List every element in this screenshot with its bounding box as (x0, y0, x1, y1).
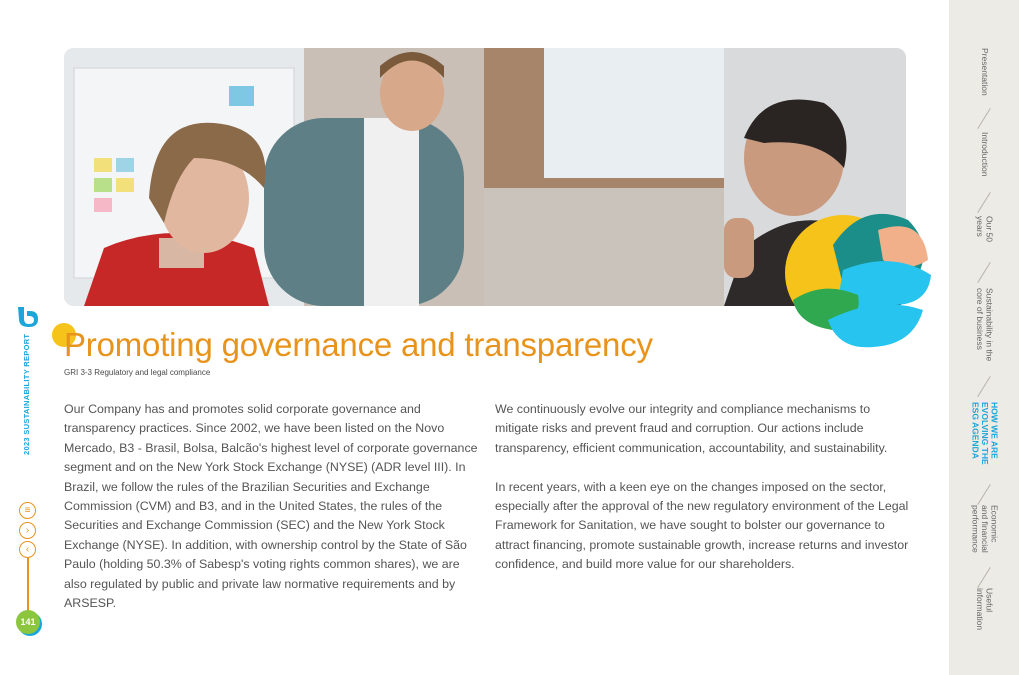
hero-photo (64, 48, 906, 306)
chevron-right-icon[interactable]: › (19, 522, 36, 539)
nav-item-introduction[interactable] (949, 132, 1019, 176)
gri-reference: GRI 3-3 Regulatory and legal compliance (64, 368, 211, 377)
nav-item-label: Economic and financial performance (970, 505, 1000, 553)
body-left-column (64, 400, 484, 633)
chevron-left-icon[interactable]: ‹ (19, 541, 36, 558)
page-number: 141 (16, 610, 40, 634)
report-label: 2023 SUSTAINABILITY REPORT (22, 333, 31, 455)
nav-divider (977, 484, 991, 505)
nav-item-economic-performance[interactable] (949, 505, 1019, 553)
nav-item-label: Our 50 years (975, 216, 995, 242)
page-title: Promoting governance and transparency (64, 326, 653, 363)
menu-icon[interactable]: ≡ (19, 502, 36, 519)
paragraph: In recent years, with a keen eye on the changes imposed on the sector, especially after the approval of the new regulatory environment of the Legal Framework for Sanitation, we have sought to bolster our governance to attract financing, promote sustainable growth, increase returns and investor confidence, and build more value for our shareholders. (495, 479, 909, 572)
nav-item-useful-information[interactable] (949, 588, 1019, 630)
nav-divider (977, 192, 991, 213)
nav-item-presentation[interactable] (949, 48, 1019, 96)
nav-item-our-50-years[interactable] (949, 216, 1019, 242)
nav-item-esg-agenda[interactable] (949, 402, 1019, 465)
nav-item-label: Introduction (979, 132, 990, 177)
nav-divider (977, 108, 991, 129)
rail-divider (27, 558, 29, 613)
nav-divider (977, 567, 991, 588)
nav-item-label: HOW WE ARE EVOLVING THE ESG AGENDA (970, 402, 1000, 465)
nav-divider (977, 262, 991, 283)
section-nav (949, 0, 1019, 675)
decorative-blob (783, 205, 933, 355)
nav-item-label: Sustainability in the core of business (975, 288, 995, 362)
body-right-column (495, 400, 913, 594)
paragraph: We continuously evolve our integrity and compliance mechanisms to mitigate risks and prevent fraud and corruption. Our actions include transparency, efficient communication, accountability, and sustainability. (495, 402, 888, 455)
paragraph: Our Company has and promotes solid corporate governance and transparency practices. Since 2002, we have been listed on the Novo Mercado, B3 - Brasil, Bolsa, Balcão's highest level of corporate governance segment and on the New York Stock Exchange (NYSE) (ADR level III). In Brazil, we follow the rules of the Brazilian Securities and Exchange Commission (CVM) and B3, and in the United States, the rules of the Securities and Exchange Commission (SEC) and the New York Stock Exchange (NYSE). In addition, with ownership control by the State of São Paulo (holding 50.3% of Sabesp's voting rights common shares), we are also regulated by public and private law normative requirements and by ARSESP. (64, 402, 478, 611)
sabesp-logo-icon (16, 305, 40, 327)
nav-divider (977, 376, 991, 397)
nav-item-sustainability-core[interactable] (949, 288, 1019, 361)
nav-item-label: Useful information (975, 588, 995, 631)
nav-item-label: Presentation (979, 48, 990, 96)
